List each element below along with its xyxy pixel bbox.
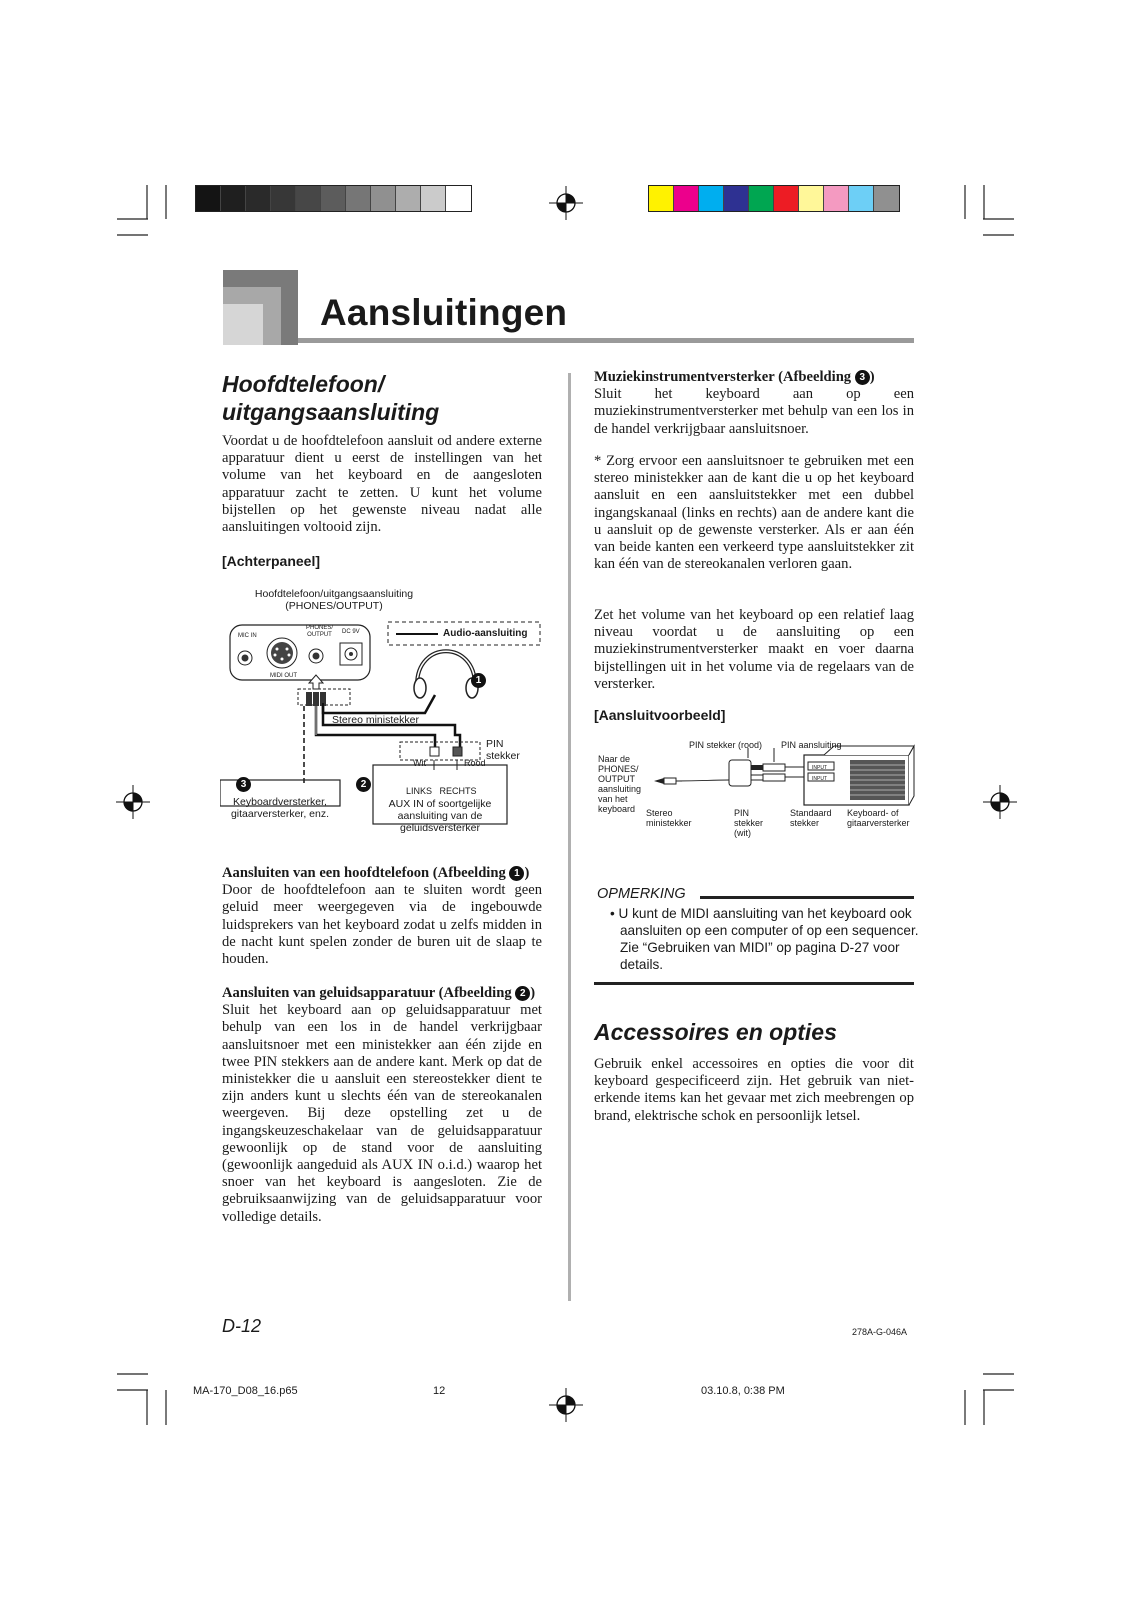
midi-out-label: MIDI OUT [270, 673, 297, 679]
keyboard-amp-label: Keyboard- of gitaarversterker [847, 808, 910, 828]
headphones-section-text: Door de hoofdtelefoon aan te sluiten wordt geen geluid meer weergegeven via de ingebouwde luidsprekers van het keyboard zodat u zelfs midden in de nacht kunt spelen zonder de buren uit de slaap te houden. [222, 882, 542, 968]
color-swatch [246, 186, 271, 211]
color-bar [648, 185, 900, 212]
color-swatch [849, 186, 874, 211]
color-swatch [824, 186, 849, 211]
title-rule [298, 338, 914, 343]
connection-example-diagram [594, 740, 919, 840]
print-date: 03.10.8, 0:38 PM [701, 1385, 785, 1397]
color-swatch [446, 186, 471, 211]
sheet-number: 12 [433, 1385, 446, 1397]
registration-mark-top-icon [549, 186, 583, 220]
color-swatch [271, 186, 296, 211]
headphones-section-title: Aansluiten van een hoofdtelefoon (Afbeelding 1 ) [222, 865, 530, 881]
headphones-section [222, 865, 542, 968]
accessories-heading: Accessoires en opties [594, 1019, 837, 1045]
red-label: Rood [464, 758, 486, 768]
audio-equipment-section-title: Aansluiten van geluidsapparatuur (Afbeelding 2 ) [222, 985, 536, 1001]
pin-jack-label: PIN aansluiting [781, 740, 842, 750]
example-label: [Aansluitvoorbeeld] [594, 707, 726, 723]
remark-bottom-rule [594, 982, 914, 985]
color-swatch [221, 186, 246, 211]
audio-connection-label: Audio-aansluiting [443, 628, 528, 639]
color-swatch [649, 186, 674, 211]
color-swatch [396, 186, 421, 211]
instrument-amp-section-title: Muziekinstrumentversterker (Afbeelding 3 ) [594, 369, 875, 385]
cable-note: * Zorg ervoor een aansluitsnoer te gebruiken met een stereo ministekker aan de kant die u op het keyboard aansluit en een aansluitstekker met een dubbel ingangskanaal (links en rechts) aan de andere kant die u aansluit op de gewenste versterker. Als er aan één van beide kanten een verkeerd type aansluitstekker zit kan één van de stereokanalen verloren gaan. [594, 453, 914, 573]
instrument-amp-section-text: Sluit het keyboard aan op een muziekinstrumentversterker met behulp van een los in de handel verkrijgbaar aansluitsnoer. [594, 386, 914, 437]
page-title: Aansluitingen [320, 292, 568, 333]
color-swatch [371, 186, 396, 211]
pin-red-label: PIN stekker (rood) [689, 740, 763, 750]
to-phones-output-label: Naar de PHONES/ OUTPUT aansluiting van het keyboard [598, 754, 642, 814]
rear-panel-label: [Achterpaneel] [222, 553, 321, 569]
color-swatch [321, 186, 346, 211]
badge-3: 3 [236, 775, 251, 793]
mic-in-label: MIC IN [238, 633, 257, 639]
audio-equipment-section [222, 985, 542, 1226]
registration-mark-left-icon [116, 785, 150, 819]
standard-plug-label: Standaard stekker [790, 808, 832, 828]
audio-equipment-section-text: Sluit het keyboard aan op geluidsapparatuur met behulp van een los in de handel verkrijgbaar aansluitsnoer met een ministekker aan één zijde en twee PIN stekkers aan de andere kant. Merk op dat de ministekker die u aansluit een stereostekker dient te zijn anders kunt u slechts één van de stereokanalen weergeven. Bij deze opstelling zet u de ingangskeuzeschakelaar van de geluidsapparatuur gewoonlijk op de stand voor de aansluiting (gewoonlijk aangeduid als AUX IN o.i.d.) waarop het snoer van het keyboard is aangesloten. Zie de gebruiksaanwijzing van de geluidsapparatuur voor volledige details. [222, 1002, 542, 1225]
color-swatch [774, 186, 799, 211]
instrument-amp-section [594, 369, 914, 438]
title-decoration-light [223, 304, 263, 345]
badge-1: 1 [471, 671, 486, 689]
color-swatch [799, 186, 824, 211]
jack-label: Hoofdtelefoon/uitgangsaansluiting (PHONES/OUTPUT) [254, 588, 414, 612]
color-swatch [699, 186, 724, 211]
volume-paragraph: Zet het volume van het keyboard op een relatief laag niveau voordat u de aansluiting op een muziekinstrumentversterker maakt en voer daarna bijstellingen uit in het volume via de regelaars van de versterker. [594, 607, 914, 692]
accessories-paragraph: Gebruik enkel accessoires en opties die voor dit keyboard gespecificeerd zijn. Het gebruik van niet-erkende items kan het gevaar met zich meebrengen op brand, elektrische schok en persoonlijk letsel. [594, 1056, 914, 1124]
column-divider [568, 373, 571, 1301]
input-label-2: INPUT [812, 776, 827, 782]
color-swatch [346, 186, 371, 211]
color-swatch [674, 186, 699, 211]
registration-mark-bottom-icon [549, 1388, 583, 1422]
left-right-label: LINKS RECHTS [406, 786, 477, 796]
color-swatch [421, 186, 446, 211]
amplifier-label: Keyboardversterker, gitaarversterker, enz. [230, 796, 330, 820]
color-swatch [296, 186, 321, 211]
stereo-mini-label: Stereo ministekker [646, 808, 692, 828]
color-swatch [749, 186, 774, 211]
phones-output-label: PHONES/ OUTPUT [306, 625, 334, 638]
input-label-1: INPUT [812, 765, 827, 771]
pin-plug-label: PIN stekker [486, 738, 520, 762]
remark-text: • U kunt de MIDI aansluiting van het keyboard ook aansluiten op een computer of op een sequencer. Zie “Gebruiken van MIDI” op pagina D-27 voor details. [610, 906, 919, 972]
pin-white-label: PIN stekker (wit) [734, 808, 764, 838]
page-number: D-12 [222, 1316, 262, 1336]
badge-2: 2 [356, 775, 371, 793]
aux-in-label: AUX IN of soortgelijke aansluiting van de geluidsversterker [388, 798, 492, 834]
remark-title: OPMERKING [597, 886, 686, 902]
document-code: 278A-G-046A [852, 1327, 908, 1337]
rear-panel-diagram [220, 585, 550, 850]
file-name: MA-170_D08_16.p65 [193, 1385, 298, 1397]
white-label: Wit [413, 758, 426, 768]
grayscale-bar [195, 185, 472, 212]
section-heading-headphones: Hoofdtelefoon/ uitgangsaansluiting [222, 371, 440, 425]
stereo-mini-plug-label: Stereo ministekker [332, 714, 419, 726]
color-swatch [196, 186, 221, 211]
color-swatch [874, 186, 899, 211]
registration-mark-right-icon [983, 785, 1017, 819]
intro-paragraph: Voordat u de hoofdtelefoon aansluit od andere externe apparatuur dient u eerst de instellingen van het volume van het keyboard en de aangesloten apparatuur zacht te zetten. U kunt het volume bijstellen op het gewenste niveau nadat alle aansluitingen voltooid zijn. [222, 433, 542, 536]
dc-label: DC 9V [342, 629, 360, 635]
remark-title-rule [700, 896, 914, 899]
color-swatch [724, 186, 749, 211]
